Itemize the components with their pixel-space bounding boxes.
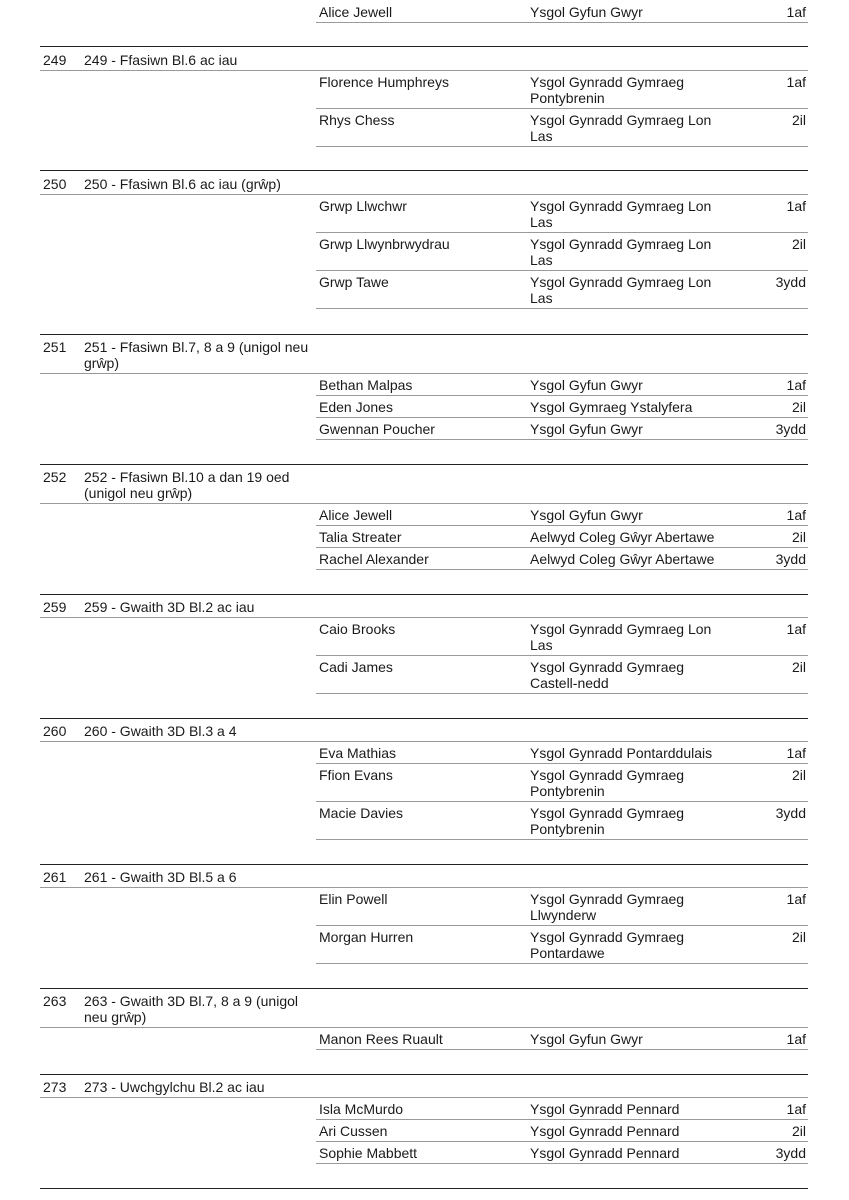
competition-number: 263: [43, 993, 67, 1009]
row-divider: [316, 146, 808, 147]
result-school: Ysgol Gynradd Gymraeg Pontybrenin: [530, 767, 685, 799]
row-divider: [316, 801, 808, 802]
result-place: 3ydd: [775, 1145, 806, 1161]
competition-number: 250: [43, 176, 67, 192]
row-divider: [316, 925, 808, 926]
result-name: Grwp Llwchwr: [319, 198, 407, 214]
row-divider: [316, 439, 808, 440]
result-place: 1af: [786, 377, 806, 393]
result-name: Eva Mathias: [319, 745, 397, 761]
section-divider: [40, 988, 808, 989]
result-name: Alice Jewell: [319, 507, 393, 523]
result-name: Gwennan Poucher: [319, 421, 435, 437]
row-divider: [316, 232, 808, 233]
result-name: Grwp Llwynbrwydrau: [319, 236, 450, 252]
result-school: Ysgol Gynradd Pennard: [530, 1101, 680, 1117]
section-divider: [40, 594, 808, 595]
result-school: Ysgol Gynradd Gymraeg Pontardawe: [530, 929, 685, 961]
competition-title: 251 - Ffasiwn Bl.7, 8 a 9 (unigol neu grŵp): [84, 339, 309, 371]
title-divider: [40, 617, 808, 618]
result-school: Ysgol Gymraeg Ystalyfera: [530, 399, 693, 415]
result-place: 2il: [791, 112, 806, 128]
title-divider: [40, 887, 808, 888]
competition-title: 249 - Ffasiwn Bl.6 ac iau: [84, 52, 238, 68]
result-place: 3ydd: [775, 274, 806, 290]
row-divider: [316, 1163, 808, 1164]
row-divider: [316, 655, 808, 656]
result-school: Ysgol Gynradd Gymraeg Lon Las: [530, 112, 712, 144]
result-place: 1af: [786, 621, 806, 637]
row-divider: [316, 308, 808, 309]
result-place: 2il: [791, 529, 806, 545]
title-divider: [40, 1097, 808, 1098]
result-name: Grwp Tawe: [319, 274, 389, 290]
section-divider: [40, 334, 808, 335]
result-name: Caio Brooks: [319, 621, 396, 637]
result-name: Macie Davies: [319, 805, 404, 821]
result-name: Manon Rees Ruault: [319, 1031, 443, 1047]
row-divider: [316, 1119, 808, 1120]
section-divider: [40, 718, 808, 719]
result-school: Ysgol Gynradd Gymraeg Lon Las: [530, 236, 712, 268]
result-school: Ysgol Gynradd Gymraeg Lon Las: [530, 621, 712, 653]
result-name: Rhys Chess: [319, 112, 395, 128]
competition-number: 261: [43, 869, 67, 885]
result-school: Ysgol Gynradd Gymraeg Llwynderw: [530, 891, 685, 923]
result-name: Isla McMurdo: [319, 1101, 404, 1117]
result-place: 1af: [786, 745, 806, 761]
result-place: 2il: [791, 1123, 806, 1139]
result-place: 1af: [786, 507, 806, 523]
competition-number: 260: [43, 723, 67, 739]
result-school: Aelwyd Coleg Gŵyr Abertawe: [530, 551, 715, 567]
result-name: Ari Cussen: [319, 1123, 388, 1139]
result-school: Ysgol Gyfun Gwyr: [530, 421, 643, 437]
section-divider: [40, 170, 808, 171]
result-school: Ysgol Gynradd Pennard: [530, 1145, 680, 1161]
result-place: 1af: [786, 1031, 806, 1047]
competition-title: 252 - Ffasiwn Bl.10 a dan 19 oed (unigol neu grŵp): [84, 469, 290, 501]
result-name: Rachel Alexander: [319, 551, 429, 567]
competition-number: 259: [43, 599, 67, 615]
result-school: Ysgol Gyfun Gwyr: [530, 507, 643, 523]
result-place: 2il: [791, 399, 806, 415]
result-place: 3ydd: [775, 551, 806, 567]
competition-title: 250 - Ffasiwn Bl.6 ac iau (grŵp): [84, 176, 281, 192]
competition-number: 252: [43, 469, 67, 485]
row-divider: [316, 839, 808, 840]
title-divider: [40, 503, 808, 504]
result-school: Ysgol Gynradd Gymraeg Lon Las: [530, 274, 712, 306]
row-divider: [316, 1049, 808, 1050]
row-divider: [316, 395, 808, 396]
competition-title: 259 - Gwaith 3D Bl.2 ac iau: [84, 599, 255, 615]
row-divider: [316, 525, 808, 526]
section-divider: [40, 864, 808, 865]
result-place: 1af: [786, 4, 806, 20]
result-name: Cadi James: [319, 659, 393, 675]
row-divider: [316, 22, 808, 23]
title-divider: [40, 70, 808, 71]
row-divider: [316, 569, 808, 570]
row-divider: [316, 547, 808, 548]
title-divider: [40, 373, 808, 374]
result-name: Morgan Hurren: [319, 929, 414, 945]
title-divider: [40, 1027, 808, 1028]
competition-number: 249: [43, 52, 67, 68]
result-place: 1af: [786, 891, 806, 907]
result-name: Bethan Malpas: [319, 377, 413, 393]
result-name: Elin Powell: [319, 891, 388, 907]
competition-number: 251: [43, 339, 67, 355]
competition-title: 273 - Uwchgylchu Bl.2 ac iau: [84, 1079, 265, 1095]
result-school: Ysgol Gynradd Gymraeg Pontybrenin: [530, 74, 685, 106]
row-divider: [316, 963, 808, 964]
title-divider: [40, 194, 808, 195]
result-place: 2il: [791, 767, 806, 783]
result-name: Eden Jones: [319, 399, 393, 415]
result-name: Alice Jewell: [319, 4, 393, 20]
result-place: 2il: [791, 929, 806, 945]
result-name: Ffion Evans: [319, 767, 393, 783]
section-divider: [40, 46, 808, 47]
section-divider: [40, 1074, 808, 1075]
row-divider: [316, 417, 808, 418]
section-divider: [40, 464, 808, 465]
section-divider: [40, 1188, 808, 1189]
result-place: 1af: [786, 1101, 806, 1117]
row-divider: [316, 693, 808, 694]
row-divider: [316, 1141, 808, 1142]
row-divider: [316, 108, 808, 109]
result-place: 2il: [791, 659, 806, 675]
competition-title: 263 - Gwaith 3D Bl.7, 8 a 9 (unigol neu grŵp): [84, 993, 299, 1025]
result-name: Talia Streater: [319, 529, 402, 545]
result-school: Ysgol Gynradd Pennard: [530, 1123, 680, 1139]
result-school: Ysgol Gynradd Gymraeg Lon Las: [530, 198, 712, 230]
row-divider: [316, 270, 808, 271]
competition-number: 273: [43, 1079, 67, 1095]
title-divider: [40, 741, 808, 742]
result-school: Ysgol Gyfun Gwyr: [530, 377, 643, 393]
result-school: Ysgol Gynradd Gymraeg Castell-nedd: [530, 659, 685, 691]
result-place: 3ydd: [775, 805, 806, 821]
result-place: 2il: [791, 236, 806, 252]
result-school: Ysgol Gynradd Gymraeg Pontybrenin: [530, 805, 685, 837]
result-school: Ysgol Gynradd Pontarddulais: [530, 745, 713, 761]
result-place: 1af: [786, 198, 806, 214]
result-school: Ysgol Gyfun Gwyr: [530, 1031, 643, 1047]
result-school: Aelwyd Coleg Gŵyr Abertawe: [530, 529, 715, 545]
competition-title: 261 - Gwaith 3D Bl.5 a 6: [84, 869, 237, 885]
result-name: Sophie Mabbett: [319, 1145, 418, 1161]
result-school: Ysgol Gyfun Gwyr: [530, 4, 643, 20]
competition-title: 260 - Gwaith 3D Bl.3 a 4: [84, 723, 237, 739]
result-place: 1af: [786, 74, 806, 90]
result-place: 3ydd: [775, 421, 806, 437]
row-divider: [316, 763, 808, 764]
result-name: Florence Humphreys: [319, 74, 449, 90]
